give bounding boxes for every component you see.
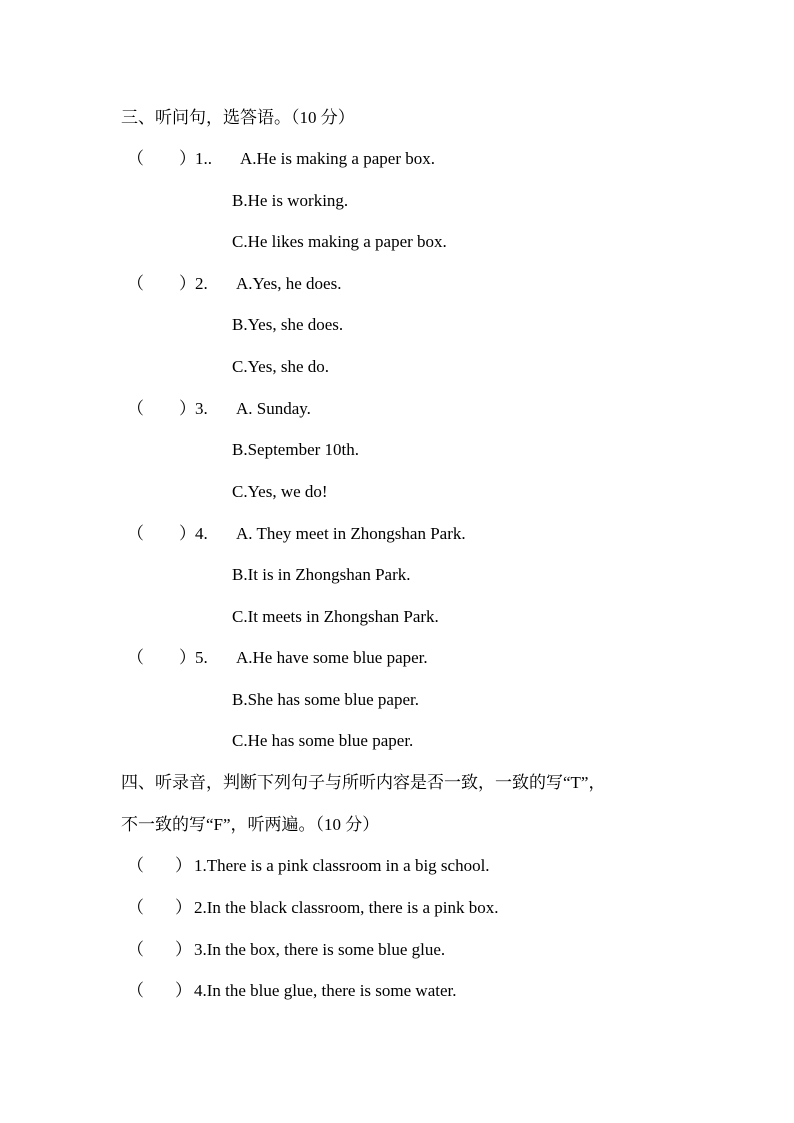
- option-2a: A.Yes, he does.: [236, 274, 342, 293]
- tf-statement-4: 4.In the blue glue, there is some water.: [194, 981, 457, 1000]
- option-1b: B.He is working.: [232, 191, 349, 210]
- section4-heading-line2: 不一致的写“F”，听两遍。（10 分）: [121, 815, 380, 834]
- tf-blank-4[interactable]: （ ）: [127, 981, 192, 1000]
- answer-blank-q4[interactable]: （ ）4.: [127, 524, 208, 543]
- tf-statement-1: 1.There is a pink classroom in a big school.: [194, 856, 490, 875]
- option-4a: A. They meet in Zhongshan Park.: [236, 524, 466, 543]
- question-number: 2.: [195, 274, 208, 293]
- answer-blank-q5[interactable]: （ ）5.: [127, 648, 208, 667]
- answer-blank-q3[interactable]: （ ）3.: [127, 399, 208, 418]
- option-5b: B.She has some blue paper.: [232, 690, 419, 709]
- option-2c: C.Yes, she do.: [232, 357, 329, 376]
- option-3a: A. Sunday.: [236, 399, 311, 418]
- option-3b: B.September 10th.: [232, 440, 360, 459]
- option-3c: C.Yes, we do!: [232, 482, 328, 501]
- option-4b: B.It is in Zhongshan Park.: [232, 565, 411, 584]
- question-number: 4.: [195, 524, 208, 543]
- tf-statement-2: 2.In the black classroom, there is a pink box.: [194, 898, 499, 917]
- section3-heading: 三、听问句，选答语。（10 分）: [121, 108, 355, 127]
- section4-heading-line1: 四、听录音，判断下列句子与所听内容是否一致，一致的写“T”，: [121, 773, 606, 792]
- tf-blank-1[interactable]: （ ）: [127, 856, 192, 875]
- tf-blank-3[interactable]: （ ）: [127, 940, 192, 959]
- tf-statement-3: 3.In the box, there is some blue glue.: [194, 940, 446, 959]
- question-number: 5.: [195, 648, 208, 667]
- tf-blank-2[interactable]: （ ）: [127, 898, 192, 917]
- question-number: 3.: [195, 399, 208, 418]
- question-number: 1..: [195, 149, 212, 168]
- option-2b: B.Yes, she does.: [232, 315, 344, 334]
- option-1c: C.He likes making a paper box.: [232, 232, 447, 251]
- answer-blank-q1[interactable]: （ ）1..: [127, 149, 212, 168]
- option-5a: A.He have some blue paper.: [236, 648, 428, 667]
- option-1a: A.He is making a paper box.: [240, 149, 435, 168]
- option-5c: C.He has some blue paper.: [232, 731, 414, 750]
- option-4c: C.It meets in Zhongshan Park.: [232, 607, 439, 626]
- answer-blank-q2[interactable]: （ ）2.: [127, 274, 208, 293]
